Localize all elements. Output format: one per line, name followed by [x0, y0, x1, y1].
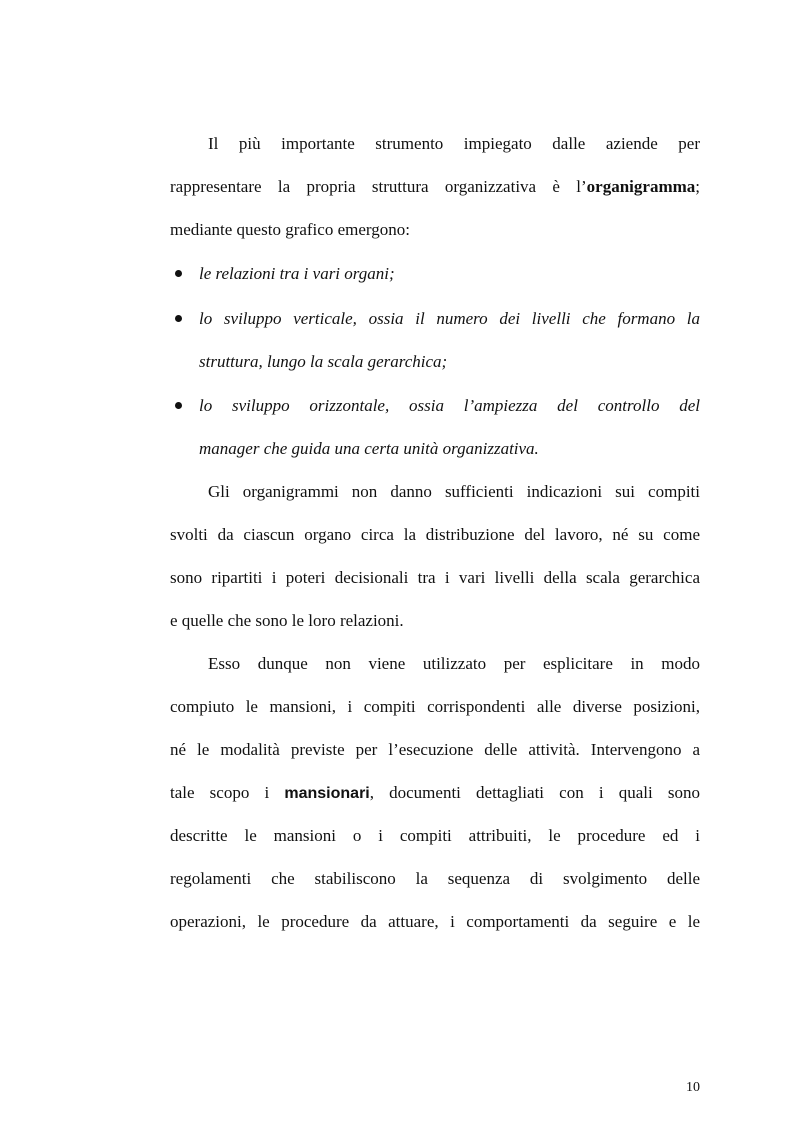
paragraph-1-line-2-text: rappresentare la propria struttura organizzativa è l’ — [170, 177, 587, 196]
paragraph-1-line-3: mediante questo grafico emergono: — [170, 220, 410, 239]
paragraph-2-line-2: svolti da ciascun organo circa la distribuzione del lavoro, né su come — [170, 525, 700, 544]
term-organigramma: organigramma — [586, 177, 696, 196]
paragraph-3-line-1: Esso dunque non viene utilizzato per esplicitare in modo — [208, 654, 700, 673]
paragraph-2-line-3: sono ripartiti i poteri decisionali tra i vari livelli della scala gerarchica — [170, 568, 700, 587]
bullet-dot-1 — [175, 270, 182, 277]
bullet-2-line-1: lo sviluppo verticale, ossia il numero dei livelli che formano la — [199, 309, 700, 328]
term-mansionari: mansionari — [284, 785, 370, 802]
bullet-3-line-1: lo sviluppo orizzontale, ossia l’ampiezza del controllo del — [199, 396, 700, 415]
paragraph-2-line-4: e quelle che sono le loro relazioni. — [170, 611, 404, 630]
paragraph-1-line-1: Il più importante strumento impiegato dalle aziende per — [208, 134, 700, 153]
paragraph-3-line-4-rest: , documenti dettagliati con i quali sono — [369, 783, 700, 802]
bullet-1-line-1: le relazioni tra i vari organi; — [199, 264, 395, 283]
paragraph-1-line-2-punct: ; — [695, 177, 700, 196]
bullet-dot-2 — [175, 315, 182, 322]
paragraph-2-line-1: Gli organigrammi non danno sufficienti indicazioni sui compiti — [208, 482, 700, 501]
paragraph-3-line-4 — [170, 781, 700, 805]
bullet-dot-3 — [175, 402, 182, 409]
paragraph-3-line-7: operazioni, le procedure da attuare, i comportamenti da seguire e le — [170, 912, 700, 931]
paragraph-3-line-4-text: tale scopo i — [170, 783, 285, 802]
bullet-2-line-2: struttura, lungo la scala gerarchica; — [199, 352, 448, 371]
paragraph-3-line-6: regolamenti che stabiliscono la sequenza di svolgimento delle — [170, 869, 700, 888]
paragraph-3-line-3: né le modalità previste per l’esecuzione delle attività. Intervengono a — [170, 740, 700, 759]
paragraph-3-line-5: descritte le mansioni o i compiti attribuiti, le procedure ed i — [170, 826, 700, 845]
bullet-3-line-2: manager che guida una certa unità organizzativa. — [199, 439, 539, 458]
page-number: 10 — [686, 1080, 700, 1095]
paragraph-1-line-2 — [170, 175, 700, 199]
paragraph-3-line-2: compiuto le mansioni, i compiti corrispondenti alle diverse posizioni, — [170, 697, 700, 716]
